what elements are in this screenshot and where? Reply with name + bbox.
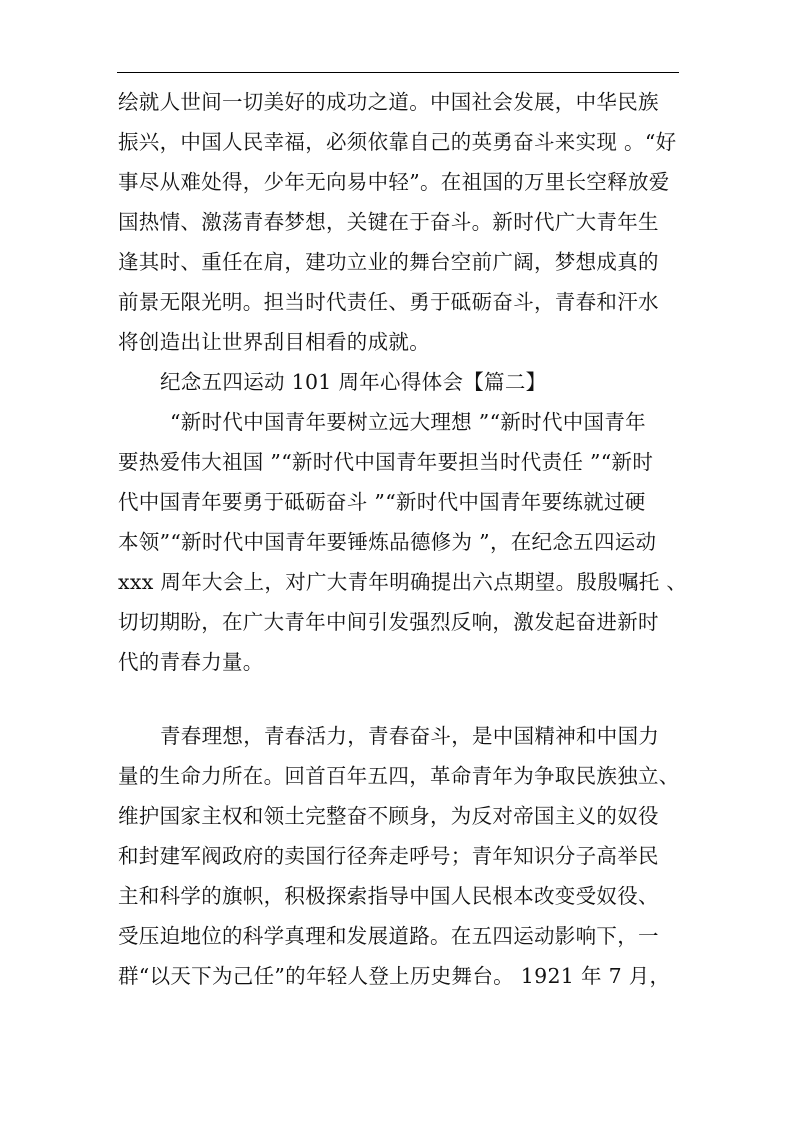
section-heading: 纪念五四运动 101 周年心得体会【篇二】 — [160, 370, 547, 394]
body-text-line: 青春理想，青春活力，青春奋斗，是中国精神和中国力 — [160, 724, 660, 748]
body-text-line: 代中国青年要勇于砥砺奋斗 ”“新时代中国青年要练就过硬 — [118, 490, 646, 514]
body-text-line: 要热爱伟大祖国 ”“新时代中国青年要担当时代责任 ”“新时 — [118, 450, 654, 474]
body-text-line: 主和科学的旗帜，积极探索指导中国人民根本改变受奴役、 — [118, 884, 659, 908]
body-text-line: 和封建军阀政府的卖国行径奔走呼号；青年知识分子高举民 — [118, 844, 659, 868]
body-text-line: 国热情、激荡青春梦想，关键在于奋斗。新时代广大青年生 — [118, 210, 659, 234]
body-text-line: 切切期盼，在广大青年中间引发强烈反响，激发起奋进新时 — [118, 610, 659, 634]
body-text-line: 维护国家主权和领土完整奋不顾身，为反对帝国主义的奴役 — [118, 804, 659, 828]
body-text-line: xxx 周年大会上，对广大青年明确提出六点期望。殷殷嘱托 、 — [118, 570, 688, 594]
body-text-line: 绘就人世间一切美好的成功之道。中国社会发展，中华民族 — [118, 90, 659, 114]
body-text-line: 本领”“新时代中国青年要锤炼品德修为 ”，在纪念五四运动 — [118, 530, 657, 554]
body-text-line: 逢其时、重任在肩，建功立业的舞台空前广阔，梦想成真的 — [118, 250, 659, 274]
body-text-line: 受压迫地位的科学真理和发展道路。在五四运动影响下，一 — [118, 924, 659, 948]
body-text-line: 前景无限光明。担当时代责任、勇于砥砺奋斗，青春和汗水 — [118, 290, 659, 314]
body-text-line: 量的生命力所在。回首百年五四，革命青年为争取民族独立、 — [118, 764, 680, 788]
body-text-line: 振兴，中国人民幸福，必须依靠自己的英勇奋斗来实现 。“好 — [118, 130, 677, 154]
body-text-line: 代的青春力量。 — [118, 650, 264, 674]
body-text-line: 将创造出让世界刮目相看的成就。 — [118, 330, 430, 354]
header-rule — [117, 72, 679, 73]
body-text-line: 群“以天下为己任”的年轻人登上历史舞台。 1921 年 7 月， — [118, 964, 671, 988]
body-text-line: 事尽从难处得，少年无向易中轻”。在祖国的万里长空释放爱 — [118, 170, 670, 194]
body-text-line: “新时代中国青年要树立远大理想 ”“新时代中国青年 — [170, 410, 646, 434]
